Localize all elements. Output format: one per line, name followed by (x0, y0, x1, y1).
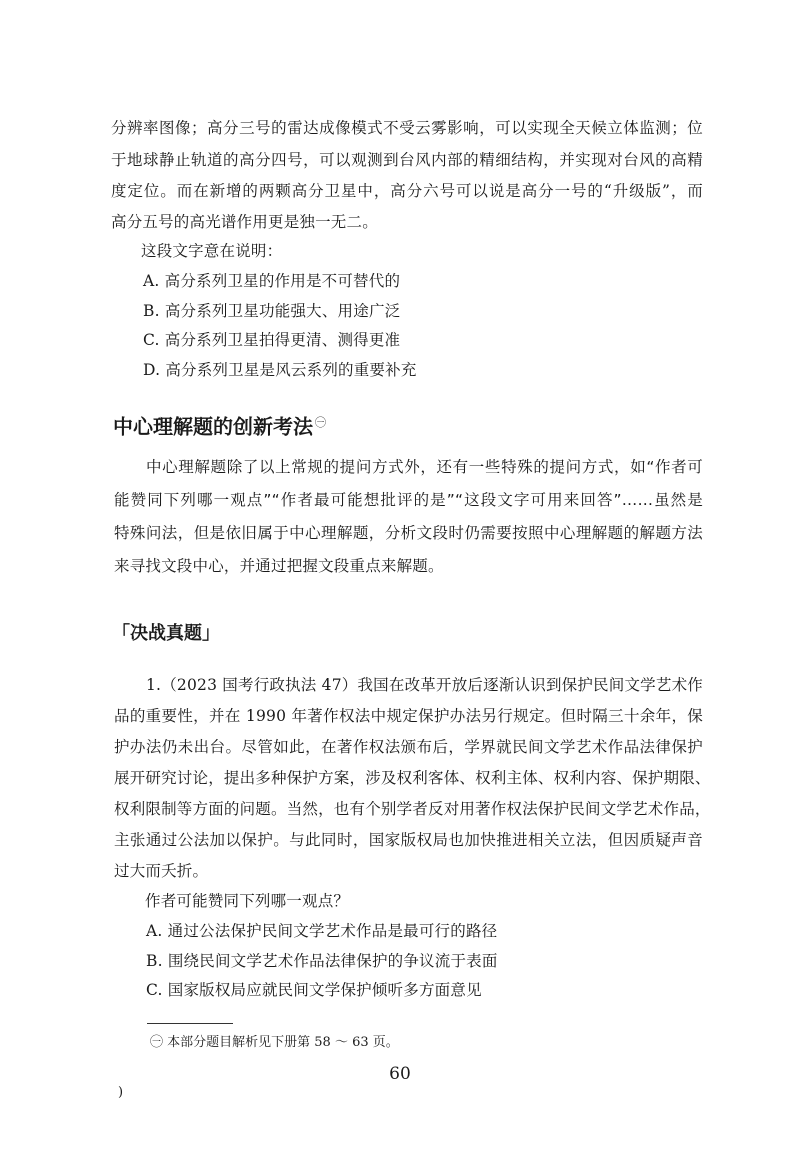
paragraph-line: 来寻找文段中心，并通过把握文段重点来解题。 (114, 557, 444, 575)
paragraph-line: 1.（2023 国考行政执法 47）我国在改革开放后逐渐认识到保护民间文学艺术作 (146, 676, 703, 694)
option-b: B. 高分系列卫星功能强大、用途广泛 (143, 302, 401, 320)
paragraph-line: 于地球静止轨道的高分四号，可以观测到台风内部的精细结构，并实现对台风的高精 (111, 151, 703, 169)
practice-label: 「决战真题」 (112, 623, 220, 644)
paragraph-line: 高分五号的高光谱作用更是独一无二。 (111, 213, 378, 231)
paragraph-line: 过大而夭折。 (114, 862, 209, 880)
section-heading (113, 410, 326, 440)
paragraph-line: 展开研究讨论，提出多种保护方案，涉及权利客体、权利主体、权利内容、保护期限、 (114, 769, 711, 787)
option-d: D. 高分系列卫星是风云系列的重要补充 (143, 361, 417, 379)
paragraph-line: 主张通过公法加以保护。与此同时，国家版权局也加快推进相关立法，但因质疑声音 (114, 831, 703, 849)
paragraph-line: 特殊问法，但是依旧属于中心理解题，分析文段时仍需要按照中心理解题的解题方法 (114, 524, 703, 542)
question-prompt: 这段文字意在说明： (141, 242, 283, 260)
footnote-rule (147, 1023, 233, 1024)
section-heading-title: 中心理解题的创新考法 (113, 414, 313, 439)
page-number: 60 (389, 1064, 411, 1084)
paragraph-line: 品的重要性，并在 1990 年著作权法中规定保护办法另行规定。但时隔三十余年，保 (114, 707, 703, 725)
paragraph-line: 中心理解题除了以上常规的提问方式外，还有一些特殊的提问方式，如“作者可 (146, 458, 703, 476)
footnote-marker: ㊀ (315, 416, 326, 429)
option-a: A. 通过公法保护民间文学艺术作品是最可行的路径 (146, 922, 498, 940)
paragraph-line: 权利限制等方面的问题。当然，也有个别学者反对用著作权法保护民间文学艺术作品， (114, 800, 711, 818)
question-prompt: 作者可能赞同下列哪一观点？ (145, 892, 350, 910)
paragraph-line: 度定位。而在新增的两颗高分卫星中，高分六号可以说是高分一号的“升级版”，而 (111, 182, 703, 200)
paragraph-line: 能赞同下列哪一观点”“作者最可能想批评的是”“这段文字可用来回答”……虽然是 (114, 491, 703, 509)
option-c: C. 高分系列卫星拍得更清、测得更准 (143, 331, 401, 349)
paragraph-line: 分辨率图像；高分三号的雷达成像模式不受云雾影响，可以实现全天候立体监测；位 (111, 119, 703, 137)
footnote: ㊀ 本部分题目解析见下册第 58 ～ 63 页。 (150, 1035, 399, 1050)
option-a: A. 高分系列卫星的作用是不可替代的 (143, 272, 401, 290)
paragraph-line: 护办法仍未出台。尽管如此，在著作权法颁布后，学界就民间文学艺术作品法律保护 (114, 738, 703, 756)
option-b: B. 围绕民间文学艺术作品法律保护的争议流于表面 (146, 952, 498, 970)
edge-mark: ) (118, 1085, 124, 1100)
option-c: C. 国家版权局应就民间文学保护倾听多方面意见 (146, 981, 482, 999)
